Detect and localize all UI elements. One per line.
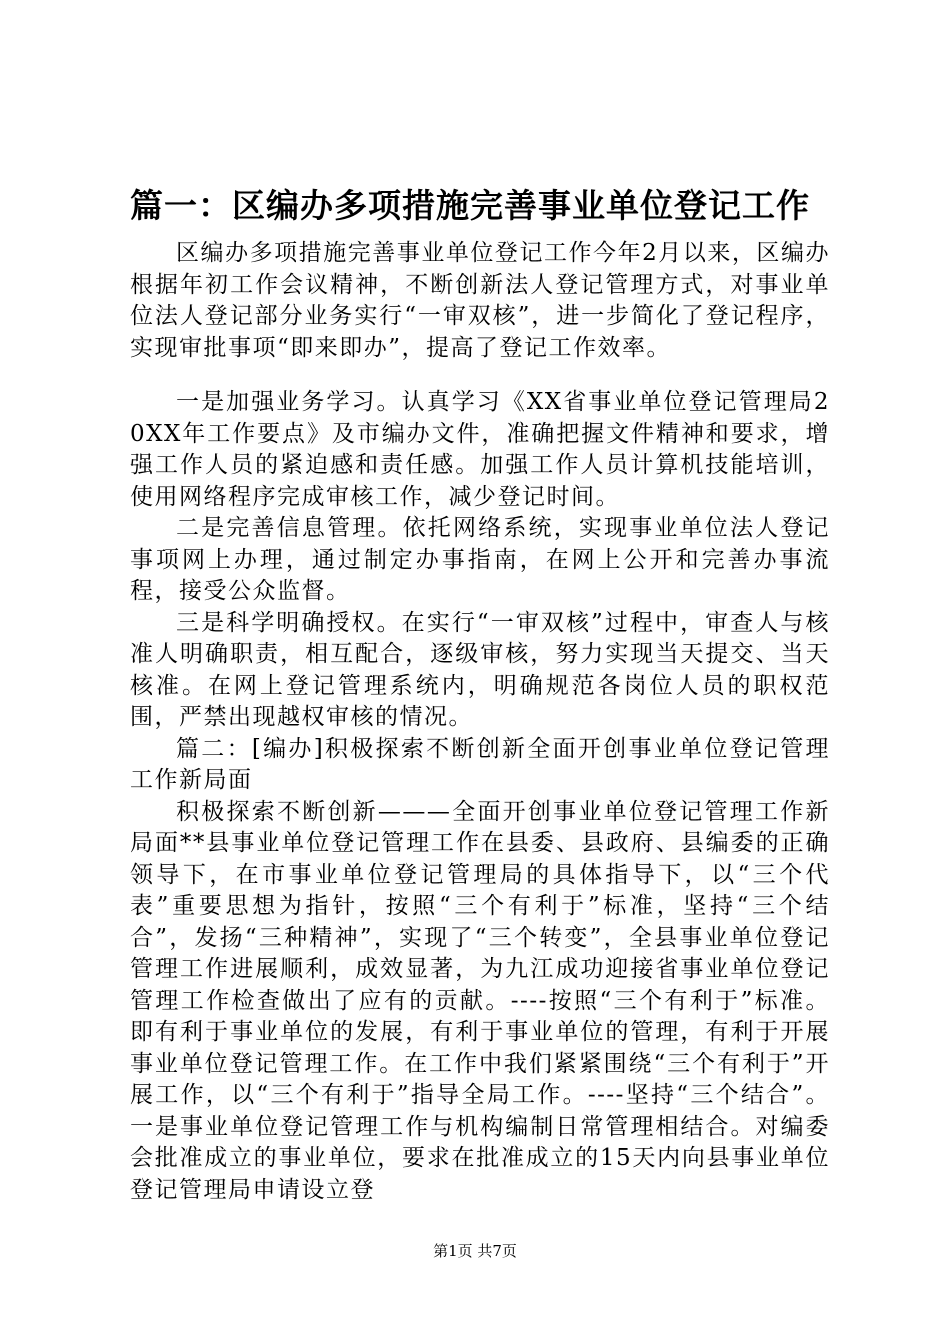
paragraph-section-two-body: 积极探索不断创新———全面开创事业单位登记管理工作新局面**县事业单位登记管理工作在县委、县政府、县编委的正确领导下，在市事业单位登记管理局的具体指导下，以“三个代表”重要思想为指针，按照“三个有利于”标准，坚持“三个结合”，发扬“三种精神”，实现了“三个转变”，全县事业单位登记管理工作进展顺利，成效显著，为九江成功迎接省事业单位登记管理工作检查做出了应有的贡献。----按照“三个有利于”标准。即有利于事业单位的发展，有利于事业单位的管理，有利于开展事业单位登记管理工作。在工作中我们紧紧围绕“三个有利于”开展工作，以“三个有利于”指导全局工作。----坚持“三个结合”。一是事业单位登记管理工作与机构编制日常管理相结合。对编委会批准成立的事业单位，要求在批准成立的15天内向县事业单位登记管理局申请设立登 (130, 798, 830, 1203)
paragraph-point-one: 一是加强业务学习。认真学习《XX省事业单位登记管理局20XX年工作要点》及市编办文件，准确把握文件精神和要求，增强工作人员的紧迫感和责任感。加强工作人员计算机技能培训，使用网络程序完成审核工作，减少登记时间。 (130, 389, 830, 510)
document-title: 篇一：区编办多项措施完善事业单位登记工作 (130, 186, 810, 225)
paragraph-point-two: 二是完善信息管理。依托网络系统，实现事业单位法人登记事项网上办理，通过制定办事指南，在网上公开和完善办事流程，接受公众监督。 (130, 515, 830, 604)
page-number-footer: 第1页 共7页 (433, 1242, 517, 1260)
section-two-heading: 篇二：[编办]积极探索不断创新全面开创事业单位登记管理工作新局面 (130, 735, 830, 793)
paragraph-intro: 区编办多项措施完善事业单位登记工作今年2月以来，区编办根据年初工作会议精神，不断创新法人登记管理方式，对事业单位法人登记部分业务实行“一审双核”，进一步简化了登记程序，实现审批事项“即来即办”，提高了登记工作效率。 (130, 240, 830, 361)
paragraph-point-three: 三是科学明确授权。在实行“一审双核”过程中，审查人与核准人明确职责，相互配合，逐级审核，努力实现当天提交、当天核准。在网上登记管理系统内，明确规范各岗位人员的职权范围，严禁出现越权审核的情况。 (130, 609, 830, 730)
document-body (130, 238, 830, 1206)
paragraph-gap (130, 364, 830, 387)
